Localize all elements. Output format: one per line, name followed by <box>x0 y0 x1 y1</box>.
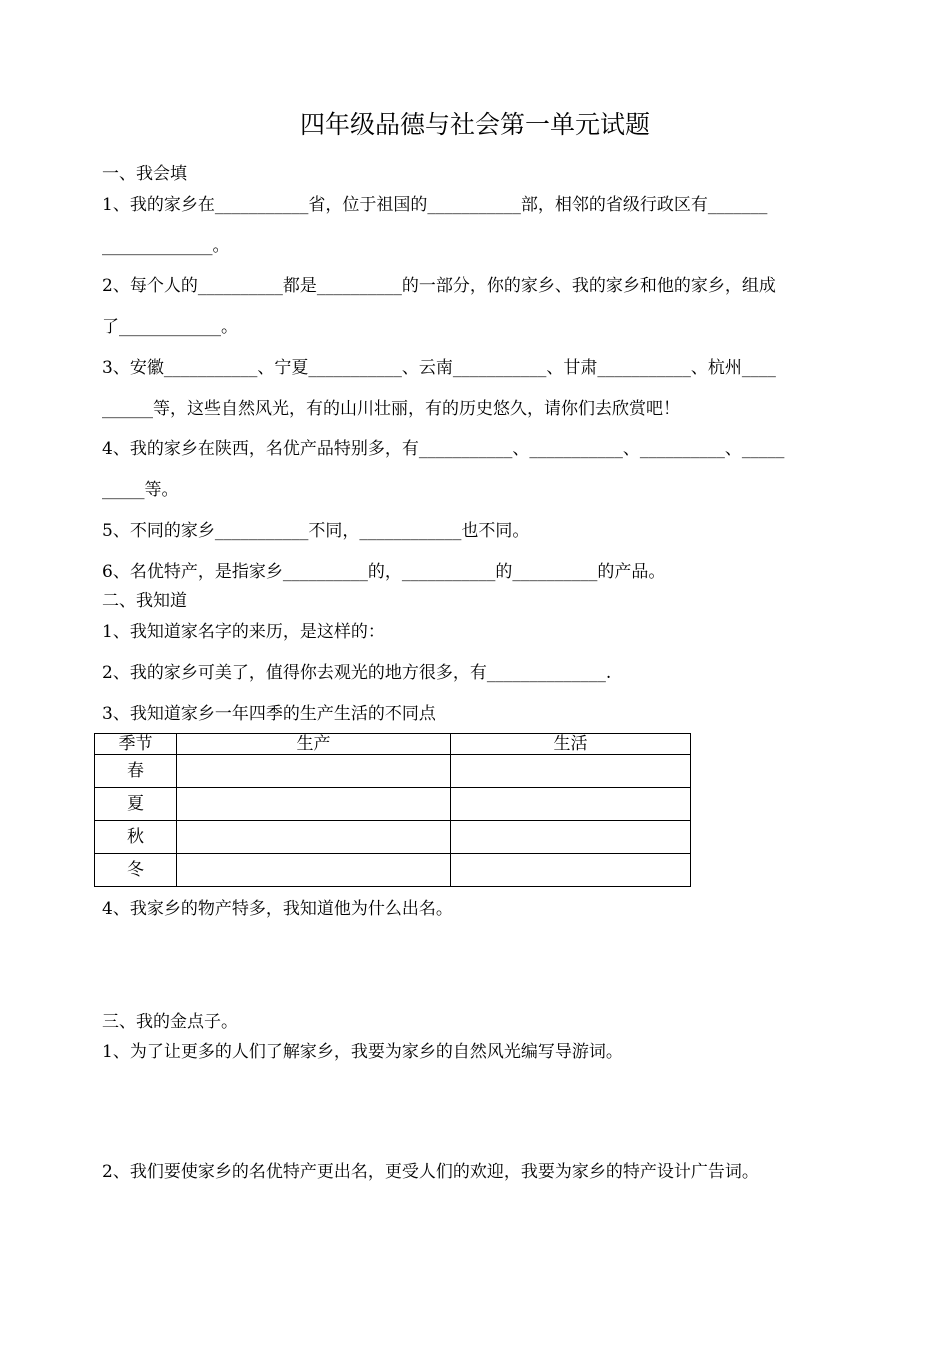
question-1-line-1: 1、我的家乡在___________省，位于祖国的___________部，相邻的省级行政区有_______ <box>102 195 768 215</box>
page-title: 四年级品德与社会第一单元试题 <box>299 110 650 139</box>
table-row <box>95 755 691 788</box>
question-3-line-2: ______等，这些自然风光，有的山川壮丽，有的历史悠久，请你们去欣赏吧！ <box>102 399 680 419</box>
question-6: 6、名优特产，是指家乡__________的，___________的__________的产品。 <box>102 562 666 582</box>
production-cell[interactable] <box>177 854 451 887</box>
season-summer: 夏 <box>95 788 177 821</box>
section3-heading: 三、我的金点子。 <box>102 1012 238 1032</box>
life-cell[interactable] <box>451 788 691 821</box>
season-autumn: 秋 <box>95 821 177 854</box>
life-cell[interactable] <box>451 854 691 887</box>
question-4-line-2: _____等。 <box>102 480 179 500</box>
question-1-line-2: _____________。 <box>102 236 230 256</box>
table-row <box>95 854 691 887</box>
production-cell[interactable] <box>177 821 451 854</box>
section2-question-4: 4、我家乡的物产特多，我知道他为什么出名。 <box>102 899 453 919</box>
life-cell[interactable] <box>451 755 691 788</box>
header-life: 生活 <box>451 734 691 755</box>
production-cell[interactable] <box>177 755 451 788</box>
season-spring: 春 <box>95 755 177 788</box>
table-row <box>95 788 691 821</box>
table-row <box>95 821 691 854</box>
header-season: 季节 <box>95 734 177 755</box>
season-winter: 冬 <box>95 854 177 887</box>
section3-question-1: 1、为了让更多的人们了解家乡，我要为家乡的自然风光编写导游词。 <box>102 1042 623 1062</box>
season-table <box>94 733 691 887</box>
question-3-line-1: 3、安徽___________、宁夏___________、云南___________、甘肃___________、杭州____ <box>102 358 776 378</box>
question-5: 5、不同的家乡___________不同，____________也不同。 <box>102 521 530 541</box>
section1-heading: 一、我会填 <box>102 164 187 184</box>
section2-heading: 二、我知道 <box>102 591 187 611</box>
section2-question-1: 1、我知道家名字的来历，是这样的： <box>102 622 385 642</box>
section2-question-3: 3、我知道家乡一年四季的生产生活的不同点 <box>102 704 436 724</box>
production-cell[interactable] <box>177 788 451 821</box>
question-4-line-1: 4、我的家乡在陕西，名优产品特别多，有___________、___________、__________、_____ <box>102 439 785 459</box>
question-2-line-2: 了____________。 <box>102 317 238 337</box>
header-production: 生产 <box>177 734 451 755</box>
table-header-row <box>95 734 691 755</box>
section2-question-2: 2、我的家乡可美了，值得你去观光的地方很多，有______________. <box>102 663 612 683</box>
life-cell[interactable] <box>451 821 691 854</box>
section3-question-2: 2、我们要使家乡的名优特产更出名，更受人们的欢迎，我要为家乡的特产设计广告词。 <box>102 1162 759 1182</box>
question-2-line-1: 2、每个人的__________都是__________的一部分，你的家乡、我的家乡和他的家乡，组成 <box>102 276 776 296</box>
